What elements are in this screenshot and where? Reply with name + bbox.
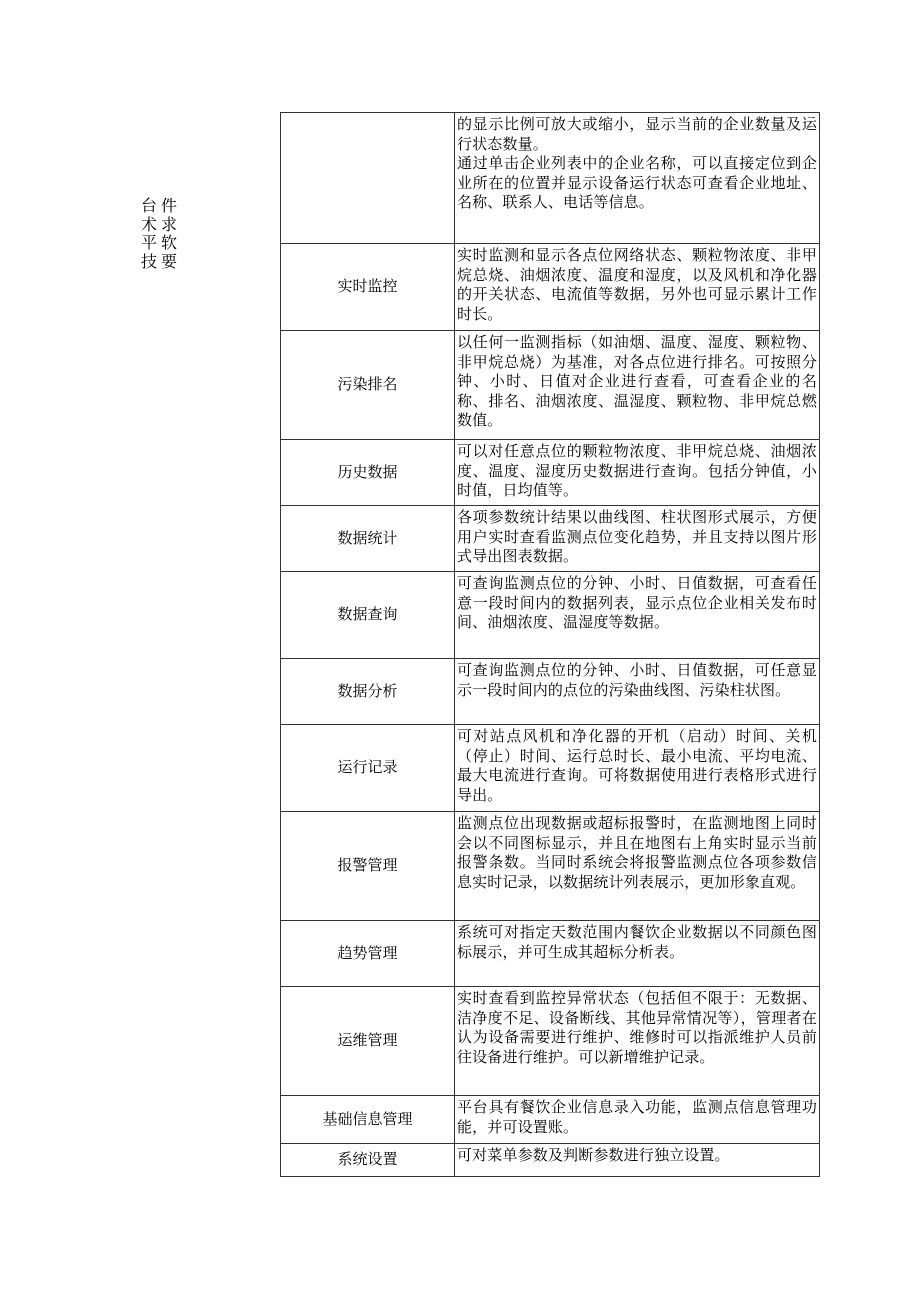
side-label-char: 台 <box>141 196 158 215</box>
side-label <box>141 197 185 271</box>
feature-name-cell: 数据分析 <box>281 659 455 725</box>
table-row <box>281 812 820 921</box>
feature-name-cell: 数据统计 <box>281 506 455 572</box>
feature-name-cell: 报警管理 <box>281 812 455 921</box>
table-row <box>281 331 820 440</box>
feature-name-cell: 数据查询 <box>281 572 455 659</box>
feature-name-cell: 趋势管理 <box>281 921 455 987</box>
feature-name-cell: 基础信息管理 <box>281 1096 455 1144</box>
side-label-char: 要 <box>161 251 178 271</box>
feature-name-cell <box>281 113 455 244</box>
desc-paragraph: 实时查看到监控异常状态（包括但不限于：无数据、洁净度不足、设备断线、其他异常情况等），管理者在认为设备需要进行维护、维修时可以指派维护人员前往设备进行维护。可以新增维护记录。 <box>457 989 817 1066</box>
side-label-char: 求 <box>161 214 178 234</box>
feature-desc-cell <box>455 572 820 659</box>
table-row <box>281 440 820 506</box>
feature-name-cell: 运行记录 <box>281 725 455 812</box>
spec-table <box>280 112 820 1177</box>
table-row <box>281 659 820 725</box>
table-row <box>281 921 820 987</box>
feature-desc-cell <box>455 440 820 506</box>
feature-desc-cell <box>455 812 820 921</box>
side-label-char: 术 <box>141 214 158 234</box>
feature-desc-cell <box>455 987 820 1096</box>
side-label-char: 件 <box>161 196 178 215</box>
table-row <box>281 113 820 244</box>
feature-desc-cell <box>455 659 820 725</box>
desc-paragraph: 监测点位出现数据或超标报警时，在监测地图上同时会以不同图标显示，并且在地图右上角实时显示当前报警条数。当同时系统会将报警监测点位各项参数信息实时记录，以数据统计列表展示，更加形象直观。 <box>457 814 817 891</box>
desc-paragraph: 可查询监测点位的分钟、小时、日值数据，可查看任意一段时间内的数据列表，显示点位企业相关发布时间、油烟浓度、温湿度等数据。 <box>457 574 817 631</box>
feature-desc-cell <box>455 506 820 572</box>
feature-name-cell: 系统设置 <box>281 1144 455 1177</box>
desc-paragraph: 系统可对指定天数范围内餐饮企业数据以不同颜色图标展示，并可生成其超标分析表。 <box>457 923 817 961</box>
table-row <box>281 244 820 331</box>
desc-paragraph: 实时监测和显示各点位网络状态、颗粒物浓度、非甲烷总烧、油烟浓度、温度和湿度，以及风机和净化器的开关状态、电流值等数据，另外也可显示累计工作时长。 <box>457 246 817 323</box>
feature-desc-cell <box>455 1144 820 1177</box>
feature-name-cell: 运维管理 <box>281 987 455 1096</box>
desc-paragraph: 通过单击企业列表中的企业名称，可以直接定位到企业所在的位置并显示设备运行状态可查看企业地址、名称、联系人、电话等信息。 <box>457 154 817 211</box>
feature-desc-cell <box>455 725 820 812</box>
feature-desc-cell <box>455 244 820 331</box>
feature-name-cell: 污染排名 <box>281 331 455 440</box>
feature-desc-cell <box>455 113 820 244</box>
side-label-char: 技 <box>141 251 158 271</box>
table-row <box>281 1144 820 1177</box>
feature-desc-cell <box>455 331 820 440</box>
feature-name-cell: 历史数据 <box>281 440 455 506</box>
desc-paragraph: 的显示比例可放大或缩小，显示当前的企业数量及运行状态数量。 <box>457 115 817 153</box>
desc-paragraph: 可以对任意点位的颗粒物浓度、非甲烷总烧、油烟浓度、温度、湿度历史数据进行查询。包括分钟值，小时值，日均值等。 <box>457 442 817 499</box>
table-row <box>281 987 820 1096</box>
side-label-char: 软 <box>161 233 178 252</box>
feature-desc-cell <box>455 1096 820 1144</box>
desc-paragraph: 可对菜单参数及判断参数进行独立设置。 <box>457 1146 730 1164</box>
side-label-char: 平 <box>141 233 158 252</box>
feature-desc-cell <box>455 921 820 987</box>
table-row <box>281 506 820 572</box>
desc-paragraph: 可查询监测点位的分钟、小时、日值数据，可任意显示一段时间内的点位的污染曲线图、污染柱状图。 <box>457 661 817 699</box>
desc-paragraph: 以任何一监测指标（如油烟、温度、湿度、颗粒物、非甲烷总烧）为基准，对各点位进行排名。可按照分钟、小时、日值对企业进行查看，可查看企业的名称、排名、油烟浓度、温湿度、颗粒物、非甲烷总燃数值。 <box>457 333 817 429</box>
desc-paragraph: 可对站点风机和净化器的开机（启动）时间、关机（停止）时间、运行总时长、最小电流、平均电流、最大电流进行查询。可将数据使用进行表格形式进行导出。 <box>457 727 817 804</box>
table-row <box>281 725 820 812</box>
table-row <box>281 572 820 659</box>
table-row <box>281 1096 820 1144</box>
feature-name-cell: 实时监控 <box>281 244 455 331</box>
desc-paragraph: 各项参数统计结果以曲线图、柱状图形式展示，方便用户实时查看监测点位变化趋势，并且支持以图片形式导出图表数据。 <box>457 508 817 565</box>
desc-paragraph: 平台具有餐饮企业信息录入功能，监测点信息管理功能，并可设置账。 <box>457 1098 817 1136</box>
